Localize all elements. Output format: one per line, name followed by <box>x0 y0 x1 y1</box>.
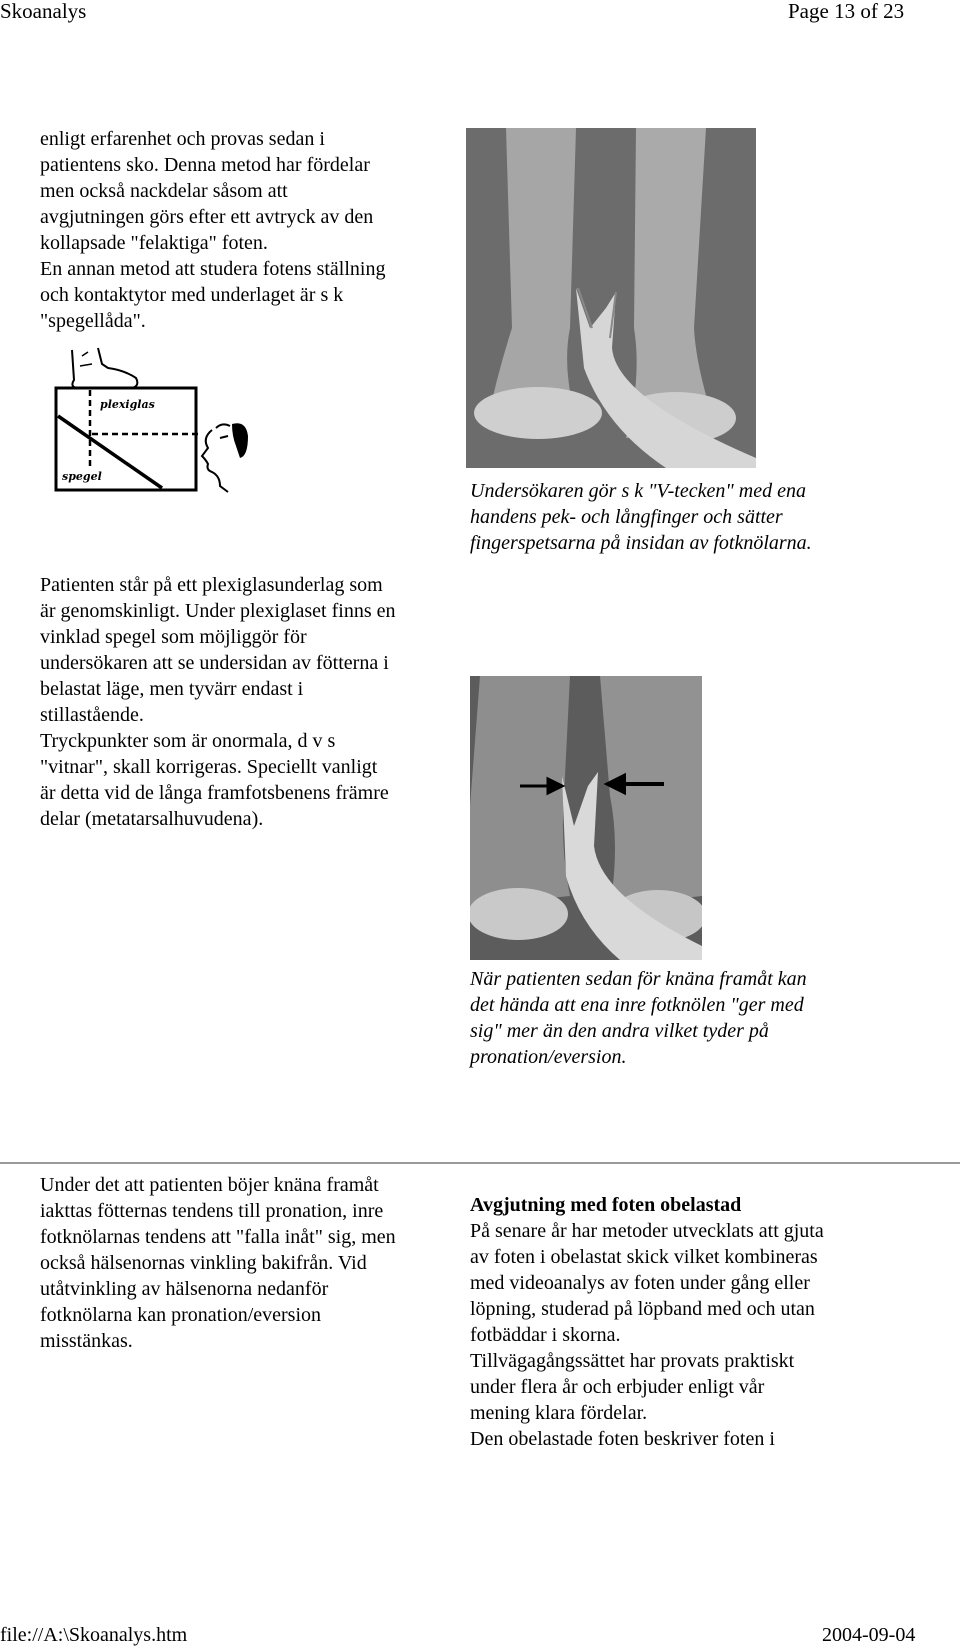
page-number: Page 13 of 23 <box>788 0 905 23</box>
text-line: utåtvinkling av hälsenorna nedanför <box>40 1278 329 1300</box>
observer-face <box>202 430 228 492</box>
horizontal-divider <box>0 1162 960 1164</box>
caption-line: Undersökaren gör s k "V-tecken" med ena <box>470 480 806 502</box>
section-heading: Avgjutning med foten obelastad <box>470 1194 742 1216</box>
text-line: avgjutningen görs efter ett avtryck av den <box>40 206 374 228</box>
text-line: av foten i obelastat skick vilket kombineras <box>470 1246 818 1268</box>
text-line: också hälsenornas vinkling bakifrån. Vid <box>40 1252 367 1274</box>
document-title: Skoanalys <box>0 0 87 23</box>
mirror-box-diagram <box>52 346 262 496</box>
text-line: Tillvägagångssättet har provats praktiskt <box>470 1350 795 1372</box>
text-line: stillastående. <box>40 704 144 726</box>
text-line: mening klara fördelar. <box>470 1402 648 1424</box>
diagram-label-plexiglas: plexiglas <box>100 398 155 411</box>
pronation-paragraph <box>40 1172 396 1354</box>
text-line: Patienten står på ett plexiglasunderlag som <box>40 574 383 596</box>
diagram-label-spegel: spegel <box>62 470 102 483</box>
text-line: Under det att patienten böjer knäna framåt <box>40 1174 379 1196</box>
text-line: misstänkas. <box>40 1330 133 1352</box>
text-line: under flera år och erbjuder enligt vår <box>470 1376 765 1398</box>
footer-date: 2004-09-04 <box>822 1624 916 1646</box>
feet-v-sign-photo <box>466 128 756 468</box>
text-line: fotknölarna kan pronation/eversion <box>40 1304 322 1326</box>
text-line: är detta vid de långa framfotsbenens främre <box>40 782 389 804</box>
text-line: Den obelastade foten beskriver foten i <box>470 1428 775 1450</box>
text-line: belastat läge, men tyvärr endast i <box>40 678 304 700</box>
caption-line: handens pek- och långfinger och sätter <box>470 506 783 528</box>
foot-outline <box>72 348 137 388</box>
text-line: vinklad spegel som möjliggör för <box>40 626 307 648</box>
text-line: kollapsade "felaktiga" foten. <box>40 232 268 254</box>
text-line: "spegellåda". <box>40 310 146 332</box>
ankles-arrows-photo <box>470 676 702 960</box>
text-line: patientens sko. Denna metod har fördelar <box>40 154 370 176</box>
text-line: fotbäddar i skorna. <box>470 1324 621 1346</box>
text-line: undersökaren att se undersidan av fötterna i <box>40 652 389 674</box>
text-line: och kontaktytor med underlaget är s k <box>40 284 344 306</box>
text-line: är genomskinligt. Under plexiglaset finns en <box>40 600 396 622</box>
caption-line: det hända att ena inre fotknölen "ger med <box>470 994 804 1016</box>
footer-file-path: file://A:\Skoanalys.htm <box>0 1624 188 1646</box>
text-line: "vitnar", skall korrigeras. Speciellt vanligt <box>40 756 378 778</box>
text-line: På senare år har metoder utvecklats att gjuta <box>470 1220 824 1242</box>
unloaded-foot-section <box>470 1192 824 1452</box>
text-line: En annan metod att studera fotens ställning <box>40 258 386 280</box>
text-line: delar (metatarsalhuvudena). <box>40 808 264 830</box>
plexiglas-paragraph <box>40 572 395 832</box>
text-line: med videoanalys av foten under gång eller <box>470 1272 810 1294</box>
caption-line: När patienten sedan för knäna framåt kan <box>470 968 807 990</box>
caption-line: pronation/eversion. <box>470 1046 627 1068</box>
text-line: men också nackdelar såsom att <box>40 180 288 202</box>
caption-line: fingerspetsarna på insidan av fotknölarna. <box>470 532 812 554</box>
text-line: enligt erfarenhet och provas sedan i <box>40 128 325 150</box>
caption-line: sig" mer än den andra vilket tyder på <box>470 1020 769 1042</box>
intro-paragraph <box>40 126 385 334</box>
caption-v-sign <box>470 478 812 556</box>
text-line: Tryckpunkter som är onormala, d v s <box>40 730 336 752</box>
text-line: löpning, studerad på löpband med och utan <box>470 1298 815 1320</box>
text-line: iakttas fötternas tendens till pronation, inre <box>40 1200 384 1222</box>
caption-knees <box>470 966 807 1070</box>
text-line: fotknölarnas tendens att "falla inåt" sig, men <box>40 1226 396 1248</box>
